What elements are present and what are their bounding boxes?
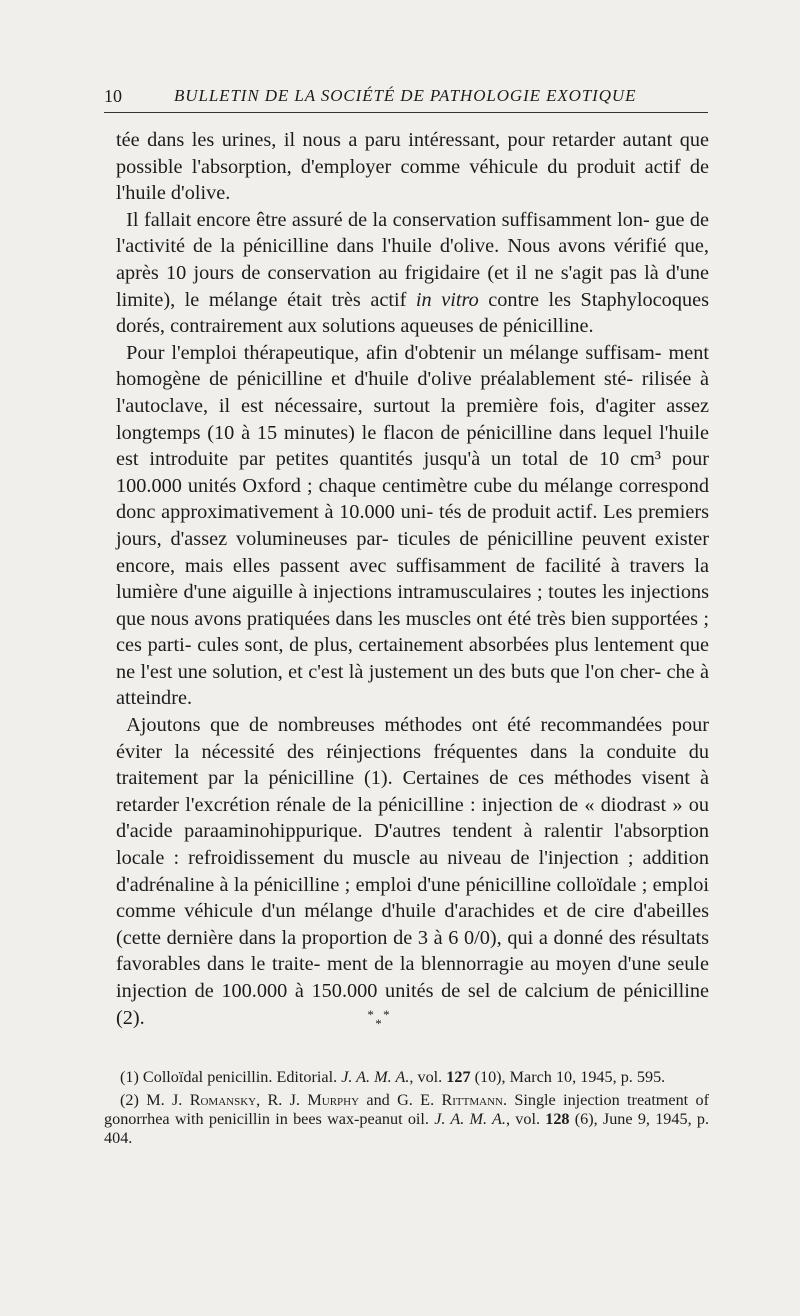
asterism bbox=[360, 1007, 400, 1031]
footnote-2 bbox=[104, 1091, 709, 1148]
text-line: che à atteindre. bbox=[116, 660, 709, 710]
text-line: cube du mélange correspond donc approximativement à 10.000 uni- bbox=[116, 474, 709, 524]
footnote-text: Colloïdal penicillin. Editorial. bbox=[138, 1068, 342, 1086]
italic-term: in vitro bbox=[415, 288, 479, 311]
paragraph-2 bbox=[116, 207, 709, 340]
text-line: contre bbox=[478, 288, 539, 311]
text-line: cules sont, de plus, certainement absorbées plus lentement que ne bbox=[116, 634, 709, 683]
text-line: ticules de pénicilline peuvent exister encore, mais elles passent bbox=[116, 527, 709, 577]
text-line: ment de la blennorragie au moyen d'une seule injection de bbox=[116, 953, 710, 1002]
text-line: tée dans les urines, il nous a paru intéressant, pour retarder autant bbox=[116, 129, 673, 151]
journal-abbrev: J. A. M. A. bbox=[341, 1068, 410, 1086]
text-line: de 3 à 6 0/0), qui a donné des résultats favorables dans le traite- bbox=[116, 926, 709, 976]
text-line: pénicilline colloïdale ; emploi comme véhicule d'un mélange d'huile bbox=[116, 873, 709, 923]
footnotes bbox=[104, 1068, 709, 1152]
text-line: ment homogène de pénicilline et d'huile d'olive préalablement sté- bbox=[116, 341, 709, 391]
footnote-text: , R. J. bbox=[256, 1091, 308, 1109]
text-line: que possible l'absorption, d'employer comme véhicule du produit bbox=[116, 129, 709, 178]
text-line: les Staphylocoques dorés, contrairement aux solutions aqueuses de bbox=[116, 288, 709, 338]
text-line: d'arachides et de cire d'abeilles (cette dernière dans la proportion bbox=[116, 900, 709, 949]
footnote-text: . Single injection treatment of gonorrhea with penicillin in bees wax-peanut oil. bbox=[104, 1091, 710, 1128]
running-header bbox=[104, 84, 708, 113]
footnote-text: , vol. bbox=[505, 1110, 546, 1128]
text-line: total de 10 cm³ pour 100.000 unités Oxford ; chaque centimètre bbox=[116, 448, 709, 497]
footnote-marker: (1) bbox=[120, 1068, 139, 1086]
paragraph-4 bbox=[116, 712, 709, 1031]
paragraph-1 bbox=[116, 127, 709, 207]
page-number: 10 bbox=[104, 86, 122, 106]
text-line: 100.000 à 150.000 unités de sel de calcium de pénicilline (2). bbox=[116, 980, 709, 1029]
author-name: Murphy bbox=[307, 1091, 360, 1109]
text-line: Il fallait encore être assuré de la conservation suffisamment lon- bbox=[126, 208, 650, 231]
author-name: Romansky bbox=[189, 1091, 257, 1109]
text-line: du traitement par la pénicilline (1). Certaines de ces méthodes bbox=[116, 740, 709, 790]
footnote-text: and G. E. bbox=[359, 1091, 442, 1109]
footnote-text: (10), March 10, 1945, p. 595. bbox=[470, 1068, 666, 1086]
body-text bbox=[116, 127, 709, 1031]
text-line: visent à retarder l'excrétion rénale de la pénicilline : injection de bbox=[116, 767, 709, 816]
text-line: dans lequel l'huile est introduite par petites quantités jusqu'à un bbox=[116, 421, 709, 471]
text-line: injections intramusculaires ; toutes les injections que nous avons bbox=[116, 581, 709, 630]
text-line: pratiquées dans les muscles ont été très bien supportées ; ces parti- bbox=[116, 607, 709, 657]
volume-number: 127 bbox=[446, 1068, 471, 1086]
text-line: s'agit pas là d'une limite), le mélange était très actif bbox=[116, 261, 709, 311]
text-line: avec suffisamment de facilité à travers la lumière d'une aiguille à bbox=[116, 554, 709, 604]
asterism-glyphs: * * * bbox=[367, 1007, 393, 1031]
text-line: tés de produit actif. Les premiers jours, d'assez volumineuses par- bbox=[116, 501, 709, 550]
author-name: Rittmann bbox=[441, 1091, 503, 1109]
footnote-text: , vol. bbox=[409, 1068, 447, 1086]
text-line: Ajoutons que de nombreuses méthodes ont été recommandées bbox=[126, 714, 663, 737]
footnote-marker: (2) bbox=[120, 1091, 139, 1109]
footnote-text: M. J. bbox=[138, 1091, 190, 1109]
text-line: actif de l'huile d'olive. bbox=[116, 155, 709, 205]
text-line: d'agiter assez longtemps (10 à 15 minutes) le flacon de pénicilline bbox=[116, 394, 709, 444]
paragraph-3 bbox=[116, 340, 709, 712]
text-line: Pour l'emploi thérapeutique, afin d'obtenir un mélange suffisam- bbox=[126, 341, 662, 364]
text-line: pour éviter la nécessité des réinjections fréquentes dans la conduite bbox=[116, 714, 709, 763]
text-line: de l'injection ; addition d'adrénaline à la pénicilline ; emploi d'une bbox=[116, 847, 709, 896]
text-line: rilisée à l'autoclave, il est nécessaire, surtout la première fois, bbox=[116, 368, 709, 417]
footnote-text: (6), June 9, 1945, p. 404. bbox=[104, 1110, 709, 1147]
text-line: gue de l'activité de la pénicilline dans l'huile d'olive. Nous avons bbox=[116, 208, 710, 258]
footnote-1 bbox=[104, 1068, 709, 1087]
text-line: l'est une solution, et c'est là justement un des buts que l'on cher- bbox=[140, 660, 662, 683]
volume-number: 128 bbox=[545, 1110, 570, 1128]
text-line: vérifié que, après 10 jours de conservation au frigidaire (et il ne bbox=[116, 235, 709, 284]
text-line: « diodrast » ou d'acide paraaminohippurique. D'autres tendent à bbox=[116, 793, 709, 843]
journal-abbrev: J. A. M. A. bbox=[434, 1110, 506, 1128]
journal-title: BULLETIN DE LA SOCIÉTÉ DE PATHOLOGIE EXOTIQUE bbox=[174, 86, 637, 105]
text-line: ralentir l'absorption locale : refroidissement du muscle au niveau bbox=[116, 820, 709, 870]
text-line: pénicilline. bbox=[502, 315, 594, 338]
